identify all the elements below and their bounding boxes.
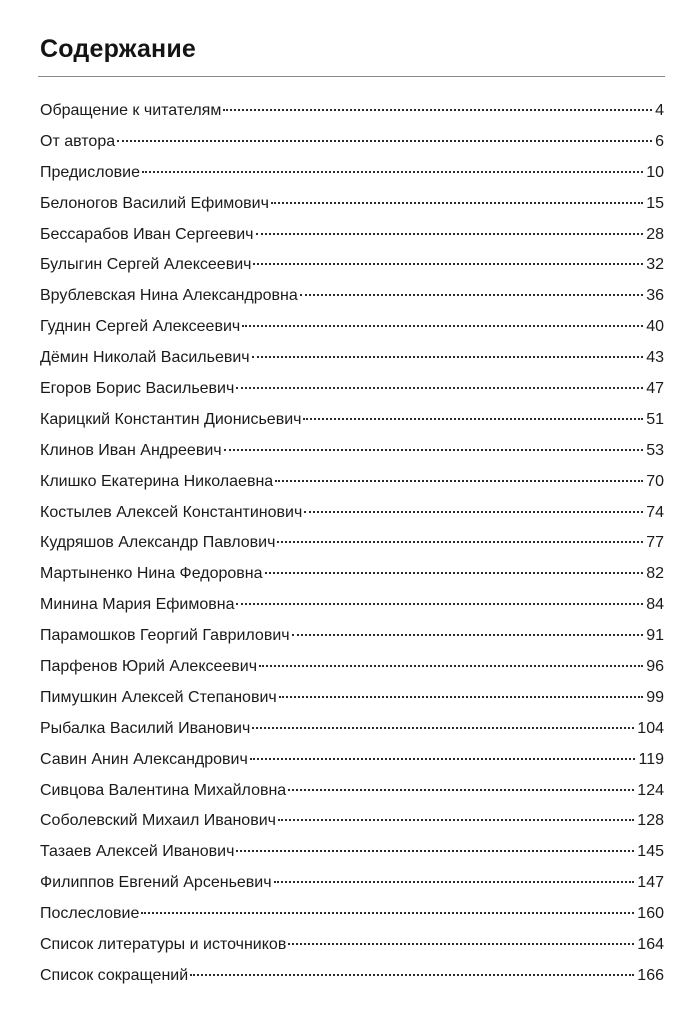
dot-leader bbox=[252, 727, 634, 729]
toc-entry-page-number: 43 bbox=[646, 349, 664, 367]
toc-entry bbox=[40, 837, 664, 868]
toc-entry-page-number: 51 bbox=[646, 410, 664, 428]
toc-entry-label: Обращение к читателям bbox=[40, 102, 222, 119]
dot-leader bbox=[292, 634, 644, 636]
toc-entry-page-number: 74 bbox=[646, 503, 664, 521]
dot-leader bbox=[253, 263, 643, 265]
toc-entry-label: Кудряшов Александр Павлович bbox=[40, 534, 276, 552]
dot-leader bbox=[271, 202, 643, 204]
toc-entry-page-number: 145 bbox=[637, 843, 664, 861]
toc-entry-page-number: 128 bbox=[637, 812, 664, 830]
toc-entry bbox=[40, 961, 664, 992]
dot-leader bbox=[236, 387, 643, 389]
toc-entry-label: Дёмин Николай Васильевич bbox=[40, 349, 250, 367]
dot-leader bbox=[190, 974, 634, 976]
dot-leader bbox=[279, 696, 643, 698]
toc-entry bbox=[40, 96, 664, 127]
toc-entry bbox=[40, 714, 664, 745]
toc-entry bbox=[40, 343, 664, 374]
toc-entry-page-number: 91 bbox=[646, 627, 664, 645]
toc-entry-page-number: 96 bbox=[646, 658, 664, 676]
toc-entry-page-number: 36 bbox=[646, 287, 664, 305]
toc-entry bbox=[40, 745, 664, 776]
toc-entry-label: Гуднин Сергей Алексеевич bbox=[40, 318, 241, 336]
toc-entry bbox=[40, 158, 664, 189]
dot-leader bbox=[288, 943, 634, 945]
toc-entry-page-number: 99 bbox=[646, 688, 664, 706]
toc-entry bbox=[40, 930, 664, 961]
toc-entry-label: Предисловие bbox=[40, 163, 140, 181]
toc-entry-page-number: 40 bbox=[646, 318, 664, 336]
toc-entry-label: Парфенов Юрий Алексеевич bbox=[40, 658, 258, 676]
toc-entry-page-number: 84 bbox=[646, 596, 664, 614]
dot-leader bbox=[236, 603, 643, 605]
toc-entry-page-number: 70 bbox=[646, 472, 664, 490]
toc-entry-label: Рыбалка Василий Иванович bbox=[40, 719, 251, 737]
toc-entry-label: Парамошков Георгий Гаврилович bbox=[40, 627, 290, 645]
toc-entry-label: Мартыненко Нина Федоровна bbox=[40, 565, 263, 583]
toc-entry-page-number: 10 bbox=[646, 163, 664, 181]
dot-leader bbox=[250, 758, 636, 760]
toc-entry-label: Врублевская Нина Александровна bbox=[40, 287, 298, 305]
dot-leader bbox=[252, 356, 644, 358]
page-title: Содержание bbox=[40, 35, 197, 63]
dot-leader bbox=[277, 541, 643, 543]
toc-entry bbox=[40, 652, 664, 683]
toc-entry-label: Егоров Борис Васильевич bbox=[40, 380, 235, 398]
toc-entry-label: Соболевский Михаил Иванович bbox=[40, 812, 276, 830]
dot-leader bbox=[300, 294, 643, 296]
dot-leader bbox=[303, 418, 643, 420]
toc-entry-label: Костылев Алексей Константинович bbox=[40, 503, 303, 521]
toc-entry-page-number: 147 bbox=[637, 874, 664, 892]
toc-entry-page-number: 47 bbox=[646, 380, 664, 398]
toc-entry bbox=[40, 776, 664, 807]
toc-entry-label: Савин Анин Александрович bbox=[40, 750, 248, 768]
toc-entry-page-number: 15 bbox=[646, 194, 664, 212]
toc-entry-label: Бессарабов Иван Сергеевич bbox=[40, 225, 254, 243]
toc-entry bbox=[40, 806, 664, 837]
toc-entry-label: Булыгин Сергей Алексеевич bbox=[40, 256, 252, 274]
toc-entry bbox=[40, 220, 664, 251]
toc-entry-label: Белоногов Василий Ефимович bbox=[40, 194, 269, 212]
toc-entry-label: Тазаев Алексей Иванович bbox=[40, 843, 235, 861]
toc-entry bbox=[40, 374, 664, 405]
toc-entry-page-number: 166 bbox=[637, 966, 664, 984]
dot-leader bbox=[265, 572, 644, 574]
toc-entry-page-number: 4 bbox=[655, 102, 664, 119]
dot-leader bbox=[142, 171, 643, 173]
title-divider bbox=[38, 76, 665, 77]
dot-leader bbox=[141, 912, 634, 914]
dot-leader bbox=[259, 665, 643, 667]
table-of-contents bbox=[40, 96, 664, 992]
toc-entry-label: Минина Мария Ефимовна bbox=[40, 596, 235, 614]
toc-entry bbox=[40, 312, 664, 343]
toc-entry bbox=[40, 127, 664, 158]
toc-entry-page-number: 6 bbox=[655, 132, 664, 150]
toc-entry bbox=[40, 590, 664, 621]
toc-entry-page-number: 28 bbox=[646, 225, 664, 243]
toc-entry-page-number: 104 bbox=[637, 719, 664, 737]
toc-entry bbox=[40, 899, 664, 930]
toc-entry-page-number: 77 bbox=[646, 534, 664, 552]
dot-leader bbox=[242, 325, 643, 327]
toc-entry-label: Клишко Екатерина Николаевна bbox=[40, 472, 274, 490]
toc-entry-label: Список сокращений bbox=[40, 966, 189, 984]
toc-entry bbox=[40, 868, 664, 899]
toc-entry-label: Сивцова Валентина Михайловна bbox=[40, 781, 287, 799]
toc-entry bbox=[40, 189, 664, 220]
toc-entry-label: Послесловие bbox=[40, 905, 140, 923]
dot-leader bbox=[304, 511, 643, 513]
toc-entry bbox=[40, 281, 664, 312]
toc-entry-label: Карицкий Константин Дионисьевич bbox=[40, 410, 302, 428]
dot-leader bbox=[236, 850, 634, 852]
toc-entry bbox=[40, 405, 664, 436]
toc-entry bbox=[40, 621, 664, 652]
toc-entry-page-number: 164 bbox=[637, 936, 664, 954]
dot-leader bbox=[275, 480, 643, 482]
dot-leader bbox=[224, 449, 644, 451]
dot-leader bbox=[274, 881, 635, 883]
toc-entry-page-number: 124 bbox=[637, 781, 664, 799]
toc-entry bbox=[40, 683, 664, 714]
toc-entry-label: От автора bbox=[40, 132, 116, 150]
dot-leader bbox=[288, 789, 634, 791]
toc-entry-label: Пимушкин Алексей Степанович bbox=[40, 688, 277, 706]
toc-entry-page-number: 82 bbox=[646, 565, 664, 583]
toc-entry bbox=[40, 498, 664, 529]
toc-entry bbox=[40, 436, 664, 467]
dot-leader bbox=[278, 819, 634, 821]
toc-entry bbox=[40, 467, 664, 498]
dot-leader bbox=[223, 109, 652, 111]
toc-entry-page-number: 53 bbox=[646, 441, 664, 459]
toc-entry bbox=[40, 559, 664, 590]
toc-entry bbox=[40, 528, 664, 559]
toc-entry-label: Список литературы и источников bbox=[40, 936, 287, 954]
dot-leader bbox=[117, 140, 652, 142]
toc-entry-page-number: 160 bbox=[637, 905, 664, 923]
toc-entry bbox=[40, 250, 664, 281]
toc-entry-page-number: 32 bbox=[646, 256, 664, 274]
toc-entry-label: Филиппов Евгений Арсеньевич bbox=[40, 874, 272, 892]
dot-leader bbox=[256, 233, 644, 235]
toc-entry-page-number: 119 bbox=[638, 750, 664, 768]
toc-entry-label: Клинов Иван Андреевич bbox=[40, 441, 222, 459]
